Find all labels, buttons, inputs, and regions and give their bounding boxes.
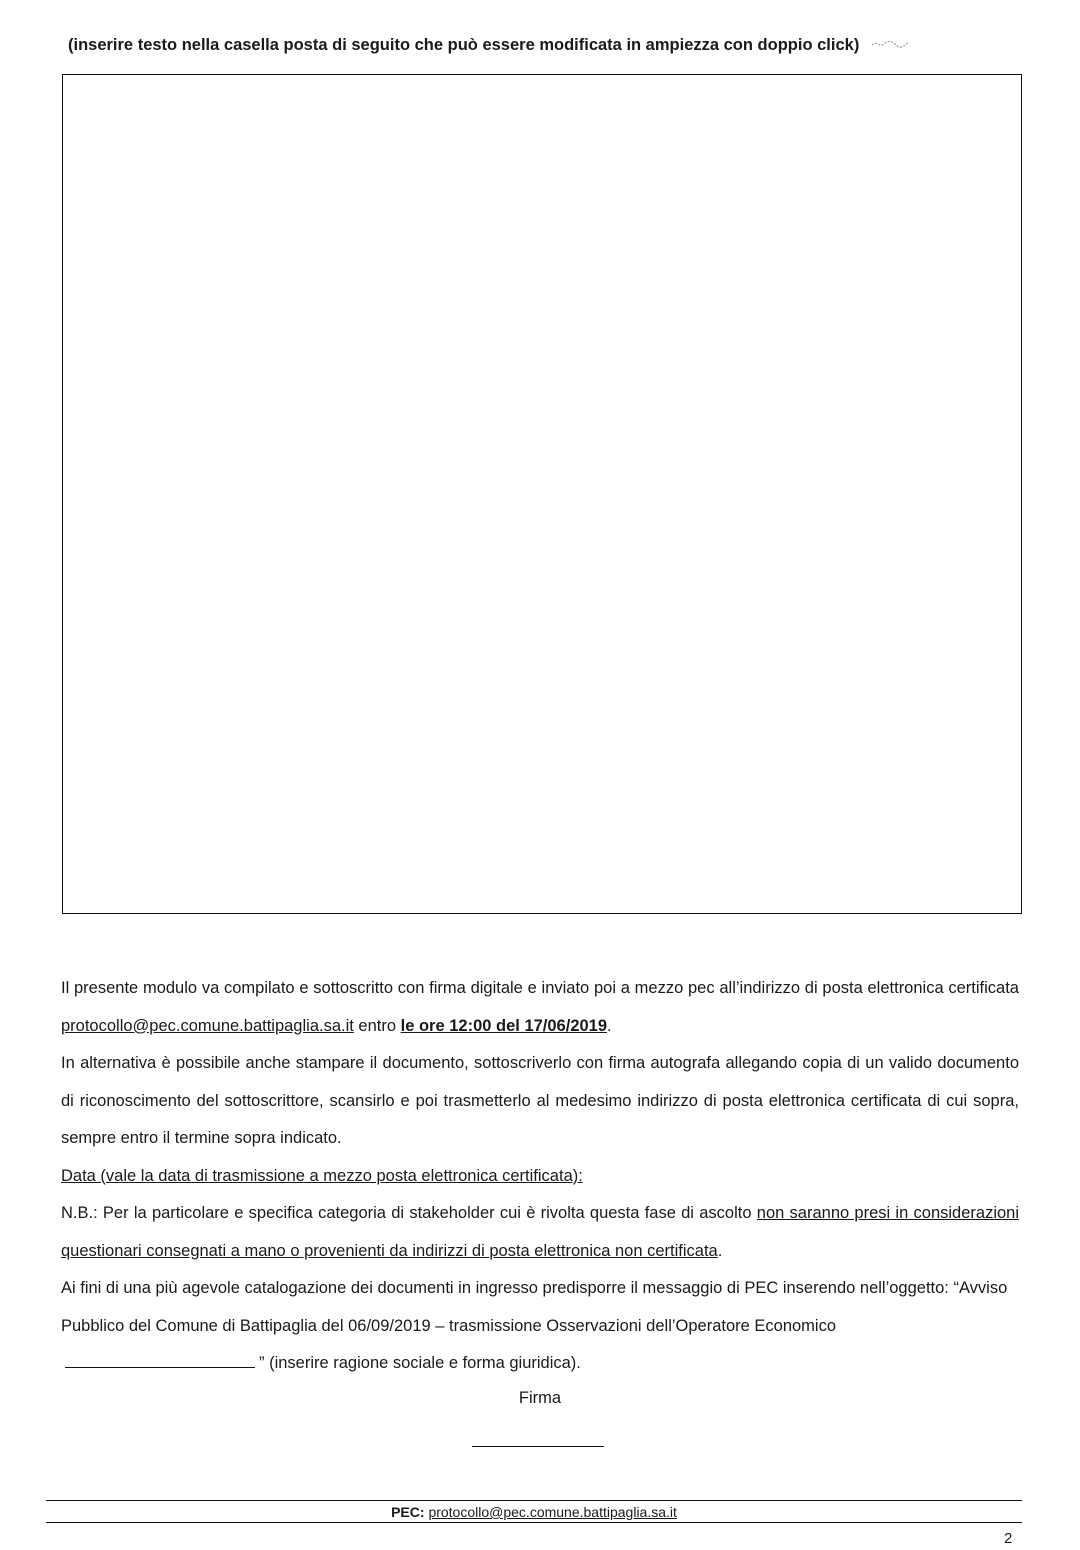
paragraph-alternative: In alternativa è possibile anche stampare il documento, sottoscriverlo con firma autografa allegando copia di un valido documento di riconoscimento del sottoscrittore, scansirlo e poi trasmetterlo al medesimo indirizzo di posta elettronica certificata di cui sopra, sempre entro il termine sopra indicato. bbox=[61, 1054, 1019, 1147]
signature-label: Firma bbox=[518, 1389, 562, 1407]
date-line-text: Data (vale la data di trasmissione a mezzo posta elettronica certificata): bbox=[61, 1166, 583, 1185]
instruction-text bbox=[68, 36, 968, 55]
nb-underlined-text: non saranno presi in considerazioni questionari consegnati a mano o provenienti da indirizzi di posta elettronica non certificata bbox=[61, 1204, 1020, 1260]
footer-top-rule bbox=[46, 1500, 1022, 1501]
paragraph-submission bbox=[61, 970, 1019, 1045]
nb-text: N.B.: Per la particolare e specifica categoria di stakeholder cui è rivolta questa fase di ascolto bbox=[61, 1204, 757, 1222]
nb-paragraph bbox=[61, 1195, 1019, 1270]
footer-pec-email[interactable]: protocollo@pec.comune.battipaglia.sa.it bbox=[428, 1504, 677, 1520]
paragraph-text: . bbox=[607, 1016, 612, 1035]
paragraph-text: entro bbox=[353, 1016, 401, 1035]
instruction-label: (inserire testo nella casella posta di seguito che può essere modificata in ampiezza con doppio click) bbox=[68, 36, 860, 54]
observations-text-box[interactable] bbox=[62, 74, 1022, 914]
scribble-mark-icon bbox=[870, 36, 910, 55]
deadline-text: le ore 12:00 del 17/06/2019 bbox=[400, 1016, 608, 1035]
signature-line[interactable] bbox=[472, 1446, 604, 1447]
document-body bbox=[61, 970, 1019, 1383]
paragraph-text: Il presente modulo va compilato e sottoscritto con firma digitale e inviato poi a mezzo pec all’indirizzo di posta elettronica certificata bbox=[61, 979, 1019, 997]
footer-bottom-rule bbox=[46, 1522, 1022, 1523]
subject-text: ” (inserire ragione sociale e forma giuridica). bbox=[259, 1354, 581, 1372]
nb-text: . bbox=[717, 1241, 723, 1260]
date-line bbox=[61, 1158, 1019, 1196]
company-name-blank[interactable] bbox=[65, 1353, 255, 1368]
footer-pec bbox=[46, 1504, 1022, 1520]
page-number: 2 bbox=[1004, 1530, 1013, 1547]
subject-paragraph bbox=[61, 1270, 1019, 1383]
footer-pec-label: PEC: bbox=[391, 1504, 425, 1520]
subject-text: Ai fini di una più agevole catalogazione dei documenti in ingresso predisporre il messaggio di PEC inserendo nell’oggetto: “Avviso Pubblico del Comune di Battipaglia del 06/09/2019 – trasmissione Osservazioni dell’Operatore Economico bbox=[61, 1279, 1008, 1335]
pec-email-link[interactable]: protocollo@pec.comune.battipaglia.sa.it bbox=[61, 1016, 354, 1035]
